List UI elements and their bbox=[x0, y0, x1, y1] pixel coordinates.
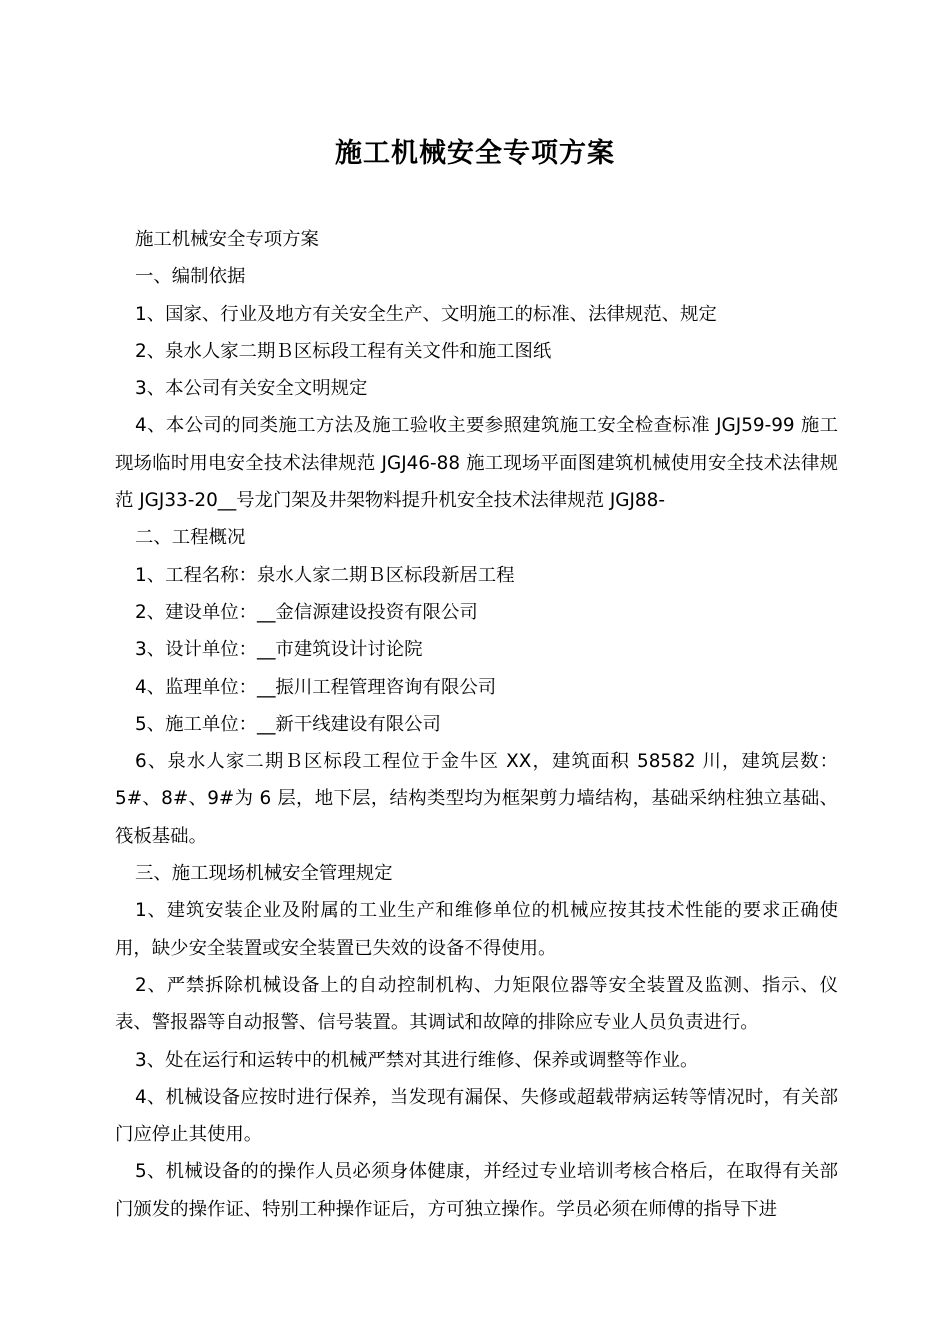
paragraph: 3、设计单位：__市建筑设计讨论院 bbox=[135, 639, 423, 661]
paragraph: 4、监理单位：__振川工程管理咨询有限公司 bbox=[135, 676, 497, 698]
paragraph: 1、建筑安装企业及附属的工业生产和维修单位的机械应按其技术性能的要求正确使用，缺少安全装置或安全装置已失效的设备不得使用。 bbox=[115, 900, 838, 959]
section-heading: 一、编制依据 bbox=[135, 266, 246, 288]
paragraph: 1、国家、行业及地方有关安全生产、文明施工的标准、法律规范、规定 bbox=[135, 303, 717, 325]
paragraph: 4、机械设备应按时进行保养，当发现有漏保、失修或超载带病运转等情况时，有关部门应停止其使用。 bbox=[115, 1086, 838, 1146]
document-title: 施工机械安全专项方案 bbox=[335, 138, 615, 169]
paragraph: 3、本公司有关安全文明规定 bbox=[135, 378, 368, 400]
paragraph: 6、泉水人家二期Ｂ区标段工程位于金牛区 XX，建筑面积 58582 川，建筑层数：5#、8#、9#为 6 层，地下层，结构类型均为框架剪力墙结构，基础采纳柱独立基础、筏板基础。 bbox=[115, 751, 838, 847]
paragraph: 3、处在运行和运转中的机械严禁对其进行维修、保养或调整等作业。 bbox=[135, 1049, 699, 1071]
paragraph: 1、工程名称：泉水人家二期Ｂ区标段新居工程 bbox=[135, 564, 515, 586]
document-body bbox=[115, 221, 838, 1228]
paragraph: 施工机械安全专项方案 bbox=[135, 229, 319, 250]
paragraph: 4、本公司的同类施工方法及施工验收主要参照建筑施工安全检查标准 JGJ59-99 施工现场临时用电安全技术法律规范 JGJ46-88 施工现场平面图建筑机械使用安全技术法律规范 JGJ33-20__号龙门架及井架物料提升机安全技术法律规范 JGJ88- bbox=[115, 415, 838, 512]
section-heading: 三、施工现场机械安全管理规定 bbox=[135, 863, 393, 885]
paragraph: 5、施工单位：__新干线建设有限公司 bbox=[135, 713, 441, 735]
paragraph: 2、泉水人家二期Ｂ区标段工程有关文件和施工图纸 bbox=[135, 340, 552, 362]
paragraph: 2、严禁拆除机械设备上的自动控制机构、力矩限位器等安全装置及监测、指示、仪表、警报器等自动报警、信号装置。其调试和故障的排除应专业人员负责进行。 bbox=[115, 974, 838, 1034]
paragraph: 2、建设单位：__金信源建设投资有限公司 bbox=[135, 601, 478, 623]
paragraph: 5、机械设备的的操作人员必须身体健康，并经过专业培训考核合格后，在取得有关部门颁发的操作证、特别工种操作证后，方可独立操作。学员必须在师傅的指导下进 bbox=[115, 1161, 838, 1220]
section-heading: 二、工程概况 bbox=[135, 527, 246, 549]
